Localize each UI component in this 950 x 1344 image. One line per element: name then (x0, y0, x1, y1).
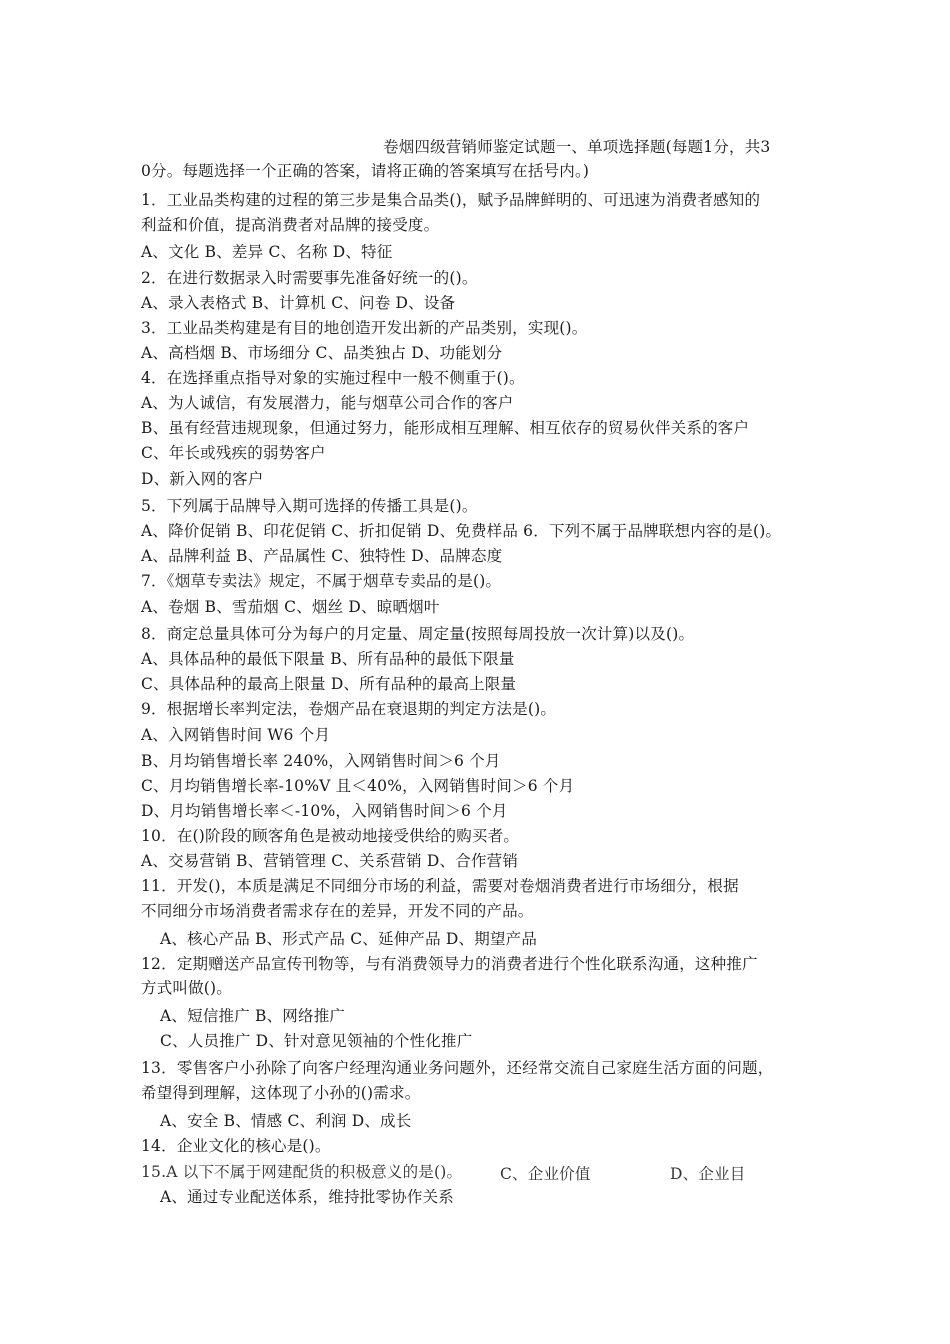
question-14: 14．企业文化的核心是()。 (141, 1137, 331, 1155)
question-9-option-b: B、月均销售增长率 240%，入网销售时间＞6 个月 (141, 752, 501, 770)
question-13-line-2: 希望得到理解，这体现了小孙的()需求。 (141, 1084, 421, 1102)
question-2: 2．在进行数据录入时需要事先准备好统一的()。 (141, 269, 478, 287)
question-12-options-cd: C、人员推广 D、针对意见领袖的个性化推广 (160, 1032, 473, 1050)
question-8-options-ab: A、具体品种的最低下限量 B、所有品种的最低下限量 (141, 650, 515, 668)
question-7-options: A、卷烟 B、雪茄烟 C、烟丝 D、晾晒烟叶 (141, 598, 440, 616)
question-15: 15.A 以下不属于网建配货的积极意义的是()。 (141, 1163, 463, 1181)
question-15-option-a: A、通过专业配送体系，维持批零协作关系 (160, 1188, 454, 1206)
question-7: 7．《烟草专卖法》规定，不属于烟草专卖品的是()。 (141, 572, 502, 590)
question-2-options: A、录入表格式 B、计算机 C、问卷 D、设备 (141, 294, 456, 312)
question-10-options: A、交易营销 B、营销管理 C、关系营销 D、合作营销 (141, 852, 519, 870)
question-4-option-d: D、新入网的客户 (141, 470, 264, 488)
question-9-option-d: D、月均销售增长率＜-10%，入网销售时间＞6 个月 (141, 802, 508, 820)
question-4-option-c: C、年长或残疾的弱势客户 (141, 444, 326, 462)
question-11-line-2: 不同细分市场消费者需求存在的差异，开发不同的产品。 (141, 902, 534, 920)
question-12-line-1: 12．定期赠送产品宣传刊物等，与有消费领导力的消费者进行个性化联系沟通，这种推广 (141, 955, 758, 973)
question-3-options: A、高档烟 B、市场细分 C、品类独占 D、功能划分 (141, 344, 503, 362)
question-8-options-cd: C、具体品种的最高上限量 D、所有品种的最高上限量 (141, 675, 517, 693)
question-1-options: A、文化 B、差异 C、名称 D、特征 (141, 243, 393, 261)
question-1-line-1: 1．工业品类构建的过程的第三步是集合品类()，赋予品牌鲜明的、可迅速为消费者感知的 (141, 191, 761, 209)
question-9-option-c: C、月均销售增长率-10%V 且＜40%，入网销售时间＞6 个月 (141, 777, 575, 795)
doc-title-line-1: 卷烟四级营销师鉴定试题一、单项选择题(每题1分，共3 (383, 138, 771, 156)
question-12-line-2: 方式叫做()。 (141, 979, 232, 997)
question-14-option-c-fragment: C、企业价值 (500, 1165, 591, 1183)
question-5: 5．下列属于品牌导入期可选择的传播工具是()。 (141, 497, 478, 515)
question-13-options: A、安全 B、情感 C、利润 D、成长 (160, 1112, 412, 1130)
question-8: 8．商定总量具体可分为每户的月定量、周定量(按照每周投放一次计算)以及()。 (141, 625, 695, 643)
question-4: 4．在选择重点指导对象的实施过程中一般不侧重于()。 (141, 369, 525, 387)
question-4-option-b: B、虽有经营违规现象，但通过努力，能形成相互理解、相互依存的贸易伙伴关系的客户 (141, 419, 750, 437)
question-13-line-1: 13．零售客户小孙除了向客户经理沟通业务问题外，还经常交流自己家庭生活方面的问题， (141, 1059, 774, 1077)
question-11-line-1: 11．开发()，本质是满足不同细分市场的利益，需要对卷烟消费者进行市场细分，根据 (141, 877, 739, 895)
question-14-option-d-fragment: D、企业目 (670, 1165, 746, 1183)
doc-title-line-2: 0分。每题选择一个正确的答案，请将正确的答案填写在括号内。) (141, 162, 590, 180)
question-6-options: A、品牌利益 B、产品属性 C、独特性 D、品牌态度 (141, 547, 503, 565)
question-12-options-ab: A、短信推广 B、网络推广 (160, 1007, 346, 1025)
question-11-options: A、核心产品 B、形式产品 C、延伸产品 D、期望产品 (160, 930, 538, 948)
question-4-option-a: A、为人诚信，有发展潜力，能与烟草公司合作的客户 (141, 394, 514, 412)
question-9-option-a: A、入网销售时间 W6 个月 (141, 726, 331, 744)
question-5-options-question-6: A、降价促销 B、印花促销 C、折扣促销 D、免费样品 6．下列不属于品牌联想内容的是()。 (141, 522, 782, 540)
question-9: 9．根据增长率判定法，卷烟产品在衰退期的判定方法是()。 (141, 700, 557, 718)
question-1-line-2: 利益和价值，提高消费者对品牌的接受度。 (141, 216, 440, 234)
question-10: 10．在()阶段的顾客角色是被动地接受供给的购买者。 (141, 827, 520, 845)
question-3: 3．工业品类构建是有目的地创造开发出新的产品类别，实现()。 (141, 319, 588, 337)
